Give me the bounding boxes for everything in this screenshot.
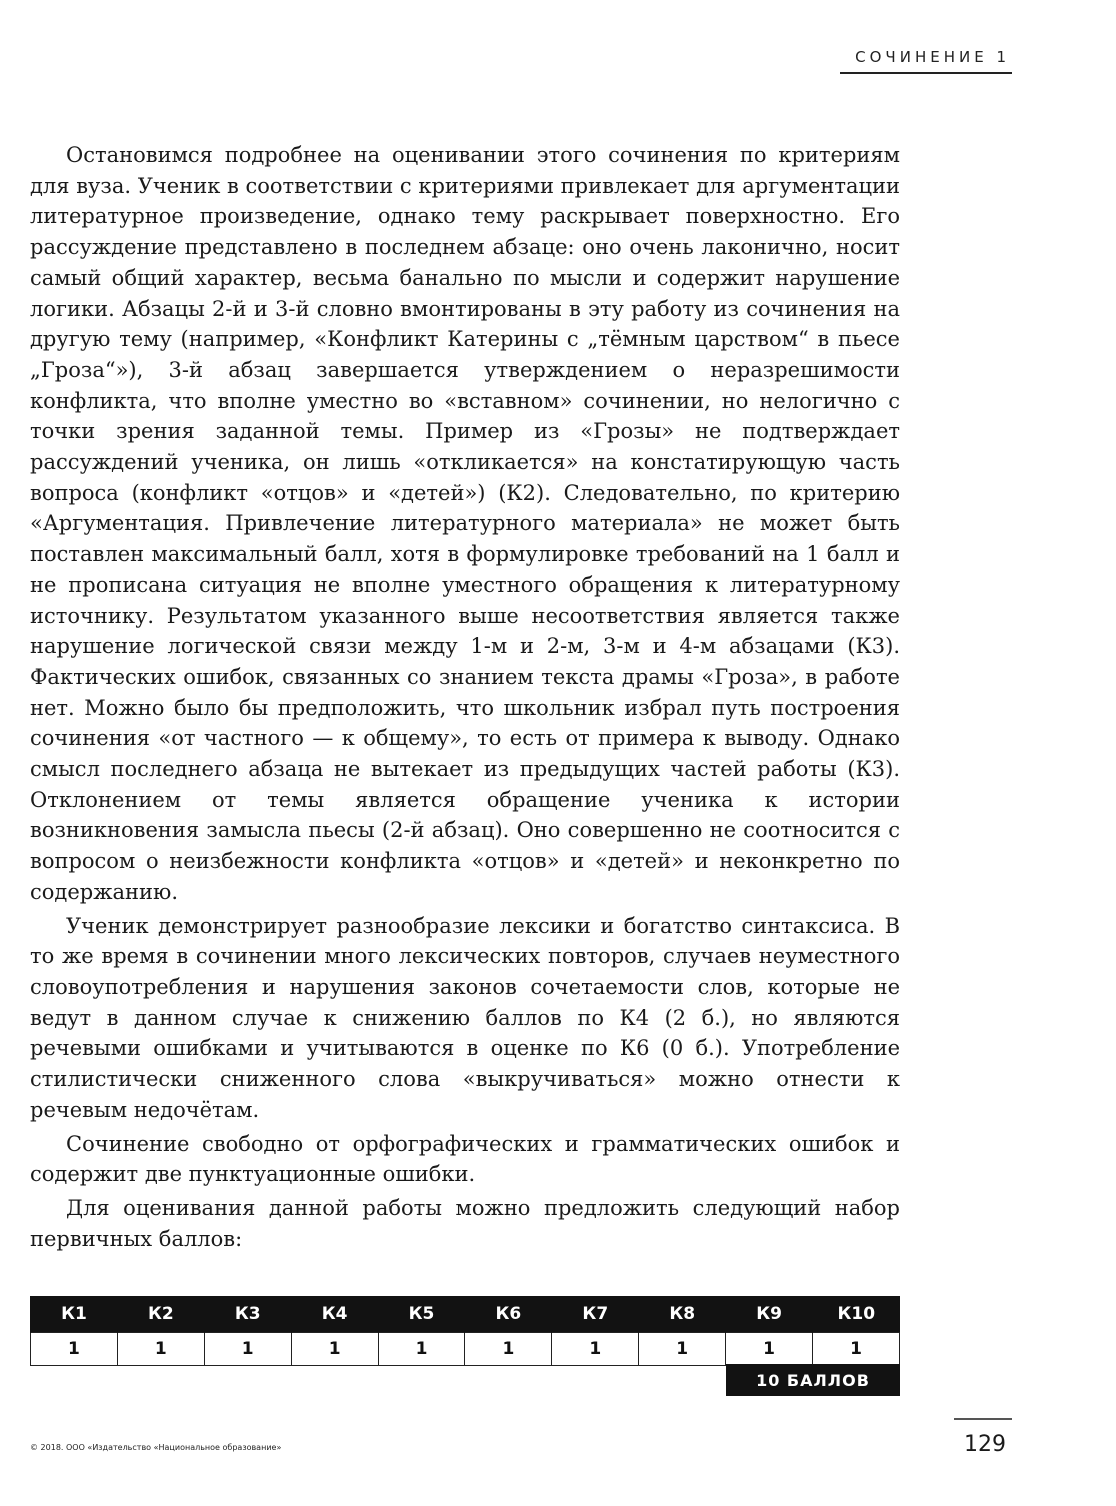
score-cell: 1 <box>552 1333 639 1366</box>
scores-header-row <box>31 1296 900 1333</box>
criterion-header: К3 <box>204 1296 291 1333</box>
page-number: 129 <box>964 1432 1006 1457</box>
criterion-header: К10 <box>813 1296 900 1333</box>
paragraph-2: Ученик демонстрирует разнообразие лексики и богатство синтаксиса. В то же время в сочинении много лексических повторов, случаев неуместного словоупотребления и нарушения законов сочетаемости слов, которые не ведут в данном случае к снижению баллов по К4 (2 б.), но являются речевыми ошибками и учитываются в оценке по К6 (0 б.). Употребление стилистически сниженного слова «выкручиваться» можно отнести к речевым недочётам. <box>30 913 900 1122</box>
criterion-header: К9 <box>726 1296 813 1333</box>
footer-rule <box>954 1418 1012 1420</box>
score-cell: 1 <box>117 1333 204 1366</box>
running-title: СОЧИНЕНИЕ 1 <box>855 48 1010 66</box>
score-cell: 1 <box>813 1333 900 1366</box>
paragraph-4: Для оценивания данной работы можно предложить следующий набор первичных баллов: <box>30 1195 900 1251</box>
criterion-header: К2 <box>117 1296 204 1333</box>
score-cell: 1 <box>639 1333 726 1366</box>
copyright-text: © 2018. ООО «Издательство «Национальное образование» <box>30 1443 282 1452</box>
score-cell: 1 <box>378 1333 465 1366</box>
paragraph-3: Сочинение свободно от орфографических и грамматических ошибок и содержит две пунктуационные ошибки. <box>30 1131 900 1187</box>
scores-value-row <box>31 1333 900 1366</box>
criterion-header: К8 <box>639 1296 726 1333</box>
header-rule <box>840 72 1012 74</box>
criterion-header: К4 <box>291 1296 378 1333</box>
scores-table <box>30 1296 900 1366</box>
criterion-header: К7 <box>552 1296 639 1333</box>
score-cell: 1 <box>204 1333 291 1366</box>
score-cell: 1 <box>726 1333 813 1366</box>
criterion-header: К6 <box>465 1296 552 1333</box>
criterion-header: К1 <box>31 1296 118 1333</box>
body-text <box>30 140 900 1257</box>
criterion-header: К5 <box>378 1296 465 1333</box>
score-cell: 1 <box>465 1333 552 1366</box>
score-cell: 1 <box>31 1333 118 1366</box>
total-score: 10 БАЛЛОВ <box>726 1364 900 1396</box>
score-cell: 1 <box>291 1333 378 1366</box>
paragraph-1: Остановимся подробнее на оценивании этого сочинения по критериям для вуза. Ученик в соответствии с критериями привлекает для аргументации литературное произведение, однако тему раскрывает поверхностно. Его рассуждение представлено в последнем абзаце: оно очень лаконично, носит самый общий характер, весьма банально по мысли и содержит нарушение логики. Абзацы 2-й и 3-й словно вмонтированы в эту работу из сочинения на другую тему (например, «Конфликт Катерины с „тёмным царством“ в пьесе „Гроза“»), 3-й абзац завершается утверждением о неразрешимости конфликта, что вполне уместно во «вставном» сочинении, но нелогично с точки зрения заданной темы. Пример из «Грозы» не подтверждает рассуждений ученика, он лишь «откликается» на констатирующую часть вопроса (конфликт «отцов» и «детей») (К2). Следовательно, по критерию «Аргументация. Привлечение литературного материала» не может быть поставлен максимальный балл, хотя в формулировке требований на 1 балл и не прописана ситуация не вполне уместного обращения к литературному источнику. Результатом указанного выше несоответствия является также нарушение логической связи между 1-м и 2-м, 3-м и 4-м абзацами (К3). Фактических ошибок, связанных со знанием текста драмы «Гроза», в работе нет. Можно было бы предположить, что школьник избрал путь построения сочинения «от частного — к общему», то есть от примера к выводу. Однако смысл последнего абзаца не вытекает из предыдущих частей работы (К3). Отклонением от темы является обращение ученика к истории возникновения замысла пьесы (2-й абзац). Оно совершенно не соотносится с вопросом о неизбежности конфликта «отцов» и «детей» и неконкретно по содержанию. <box>30 143 900 904</box>
